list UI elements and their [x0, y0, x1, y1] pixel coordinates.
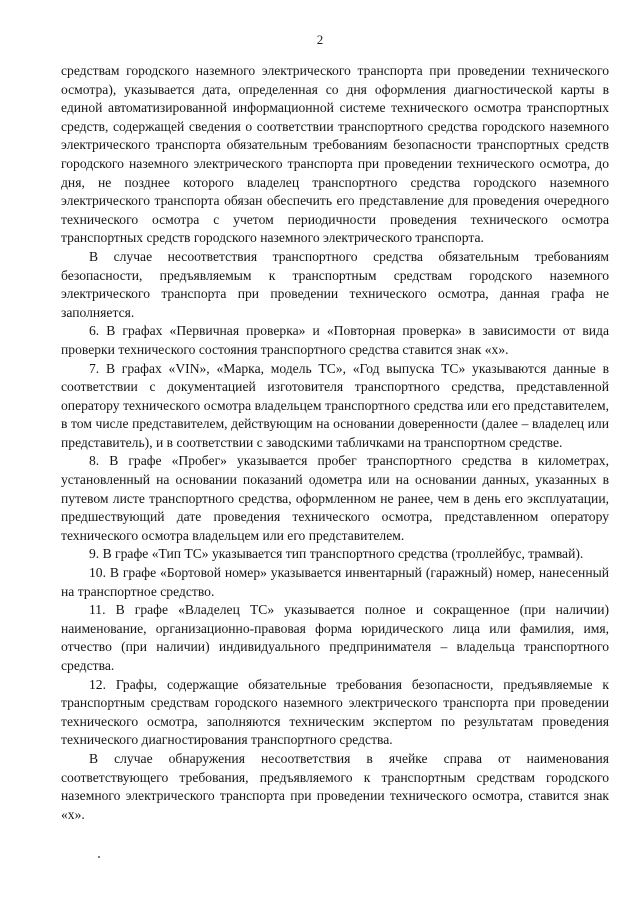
scan-speck [98, 856, 100, 858]
paragraph-nonconformity: В случае несоответствия транспортного средства обязательным требованиям безопасности, предъявляемым к транспортным средствам городского наземного электрического транспорта при проведении технического осмотра, данная графа не заполняется. [61, 248, 609, 320]
paragraph-item-10: 10. В графе «Бортовой номер» указывается инвентарный (гаражный) номер, нанесенный на транспортное средство. [61, 565, 609, 599]
document-body [61, 62, 609, 824]
paragraph-item-9: 9. В графе «Тип ТС» указывается тип транспортного средства (троллейбус, трамвай). [89, 546, 584, 562]
paragraph-mismatch: В случае обнаружения несоответствия в ячейке справа от наименования соответствующего требования, предъявляемого к транспортным средствам городского наземного электрического транспорта при проведении технического осмотра, ставится знак «х». [61, 750, 609, 822]
paragraph-item-11: 11. В графе «Владелец ТС» указывается полное и сокращенное (при наличии) наименование, организационно-правовая форма юридического лица или фамилия, имя, отчество (при наличии) индивидуального предпринимателя – владельца транспортного средства. [61, 602, 609, 673]
paragraph-item-12: 12. Графы, содержащие обязательные требования безопасности, предъявляемые к транспортным средствам городского наземного электрического транспорта при проведении технического осмотра, заполняются техническим экспертом по результатам проведения технического диагностирования транспортного средства. [61, 676, 609, 748]
paragraph-item-7: 7. В графах «VIN», «Марка, модель ТС», «Год выпуска ТС» указываются данные в соответствии с документацией изготовителя транспортного средства, представленной оператору технического осмотра владельцем транспортного средства или его представителем, в том числе представителем, действующим на основании доверенности (далее – владелец или представитель), и в соответствии с заводскими табличками на транспортном средстве. [61, 360, 609, 450]
paragraph-item-8: 8. В графе «Пробег» указывается пробег транспортного средства в километрах, установленный на основании показаний одометра или на основании данных, указанных в путевом листе транспортного средства, оформленном не ранее, чем в день его эксплуатации, предшествующий дате проведения технического осмотра, представленном оператору технического осмотра владельцем или его представителем. [61, 453, 609, 543]
page-number: 2 [316, 32, 324, 47]
paragraph-continuation: средствам городского наземного электрического транспорта при проведении технического осмотра), указывается дата, определенная со дня оформления диагностической карты в единой автоматизированной информационной системе технического осмотра транспортных средств, содержащей сведения о соответствии транспортного средства городского наземного электрического транспорта обязательным требованиям безопасности транспортных средств городского наземного электрического транспорта при проведении технического осмотра, до дня, не позднее которого владелец транспортного средства городского наземного электрического транспорта обязан обеспечить его представление для проведения очередного технического осмотра с учетом периодичности проведения технического осмотра транспортных средств городского наземного электрического транспорта. [61, 63, 609, 246]
paragraph-item-6: 6. В графах «Первичная проверка» и «Повторная проверка» в зависимости от вида проверки технического состояния транспортного средства ставится знак «х». [61, 323, 609, 357]
